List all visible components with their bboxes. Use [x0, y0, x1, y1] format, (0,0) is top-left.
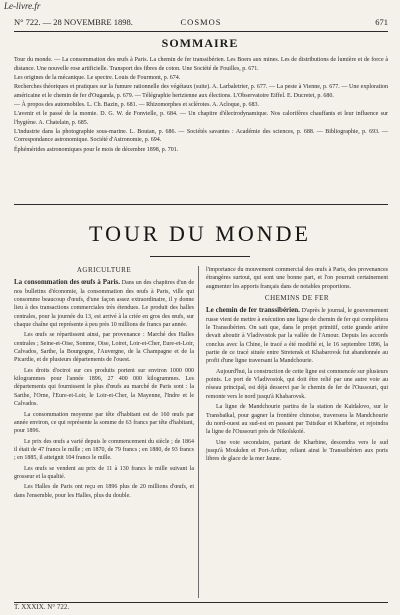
- summary-line: Tour du monde. — La consommation des œufs à Paris. La chemin de fer transsibérien. Les Boers aux mines. Les de distributions de lumière et de force à distance. Une nouvelle rose artificielle. Transport des fibres de coton. Une Société de Fouilles, p. 671.: [14, 57, 388, 72]
- section-title: TOUR DU MONDE: [89, 221, 311, 246]
- article-text: D'après le journal, le gouvernement russe vient de mettre à exécution une ligne de chemin de fer qui complétera le Transsibérien. On sait que, dans le projet primitif, cette grande artère devait aboutir à Vladivostok par la vallée de l'Amour. Depuis les accords conclus avec la Chine, le tracé a été modifié et, le 16 septembre 1896, la partie de ce tracé située entre Stretensk et Khabarovsk fut abandonnée au profit d'une ligne traversant la Mandchourie.: [206, 308, 388, 365]
- article-paragraph: [206, 306, 388, 365]
- article-paragraph: Aujourd'hui, la construction de cette ligne est commencée sur plusieurs points. Le port de Vladivostok, qui doit être relié par une autre voie au réseau principal, est déjà desservi par le chemin de fer de l'Oussouri, qui remonte vers le nord jusqu'à Khabarovsk.: [206, 368, 388, 400]
- summary-line: Recherches théoriques et pratiques sur la fumure rationnelle des végétaux (suite). A. Larbaletrier, p. 677. — La peste à Vienne, p. 677. — Une exploration américaine et le chemin de fer d'Ouganda, p. 679. — Télégraphie hertzienne aux élections. L'Observatoire Eiffel. E. Ducretet, p. 680.: [14, 83, 388, 99]
- summary-line: Les origines de la mécanique. Le spectre. Louis de Fourmont, p. 674.: [14, 74, 181, 81]
- footer-rule: [14, 602, 388, 603]
- volume-footer: T. XXXIX. N° 722.: [14, 603, 70, 611]
- summary-line: L'avenir et le passé de la momie. D. G. W. de Fonvielle, p. 684. — Un chapitre d'électrodynamique. Nos calorifères chauffants et leur influence sur l'hygiène. A. Chatelain, p. 685.: [14, 110, 388, 126]
- article-paragraph: Les œufs se répartissent ainsi, par provenance : Marché des Halles centrales ; Seine-et-Oise, Somme, Oise, Loiret, Loir-et-Cher, Eure-et-Loir, Calvados, Sarthe, la Bourgogne, l'Auvergne, de la Champagne et de la Picardie, et de plusieurs départements de l'ouest.: [14, 332, 194, 364]
- section-heading: CHEMINS DE FER: [264, 294, 330, 303]
- article-paragraph: Les œufs se vendent au prix de 11 à 130 francs le mille suivant la grosseur et la qualité.: [14, 465, 194, 480]
- section-heading: AGRICULTURE: [76, 266, 132, 274]
- page-number: 671: [375, 17, 388, 27]
- article-paragraph: Le prix des œufs a varié depuis le commencement du siècle ; de 1864 il était de 47 francs le mille ; en 1870, de 79 francs ; en 1880, de 93 francs ; en 1885, il atteignit 104 francs le mille.: [14, 438, 194, 462]
- article-title: La consommation des œufs à Paris.: [14, 278, 121, 287]
- left-column: [14, 266, 194, 502]
- summary-rule: [14, 204, 388, 205]
- article-paragraph: l'importance du mouvement commercial des œufs à Paris, des provenances étrangères surtout, qui sont une bonne part, et l'on pourrait certainement augmenter les apports français dans de notables proportions.: [206, 267, 388, 290]
- article-title: Le chemin de fer transsibérien.: [206, 306, 300, 315]
- running-header: [14, 17, 388, 29]
- summary-line: — À propos des automobiles. L. Ch. Bazin, p. 681. — Rhizomorphes et sclérotes. A. Acloque, p. 683.: [14, 101, 259, 108]
- article-paragraph: [14, 278, 194, 329]
- title-rule: [150, 256, 250, 257]
- summary-line: L'industrie dans la photographie sous-marine. L. Boutan, p. 686. — Sociétés savantes : Académie des sciences, p. 688. — Bibliographie, p. 693. — Correspondance astronomique. Société d'Astronomie, p. 694.: [14, 128, 388, 144]
- summary-line: Éphémérides astronomiques pour le mois de décembre 1898, p. 701.: [14, 146, 179, 153]
- article-paragraph: La ligne de Mandchourie partira de la station de Kaïdalovo, sur le Transbaïkal, pour gagner la frontière chinoise, traversera la Mandchourie du nord-ouest au sud-est en passant par Tsitsikar et Kharbine, et rejoindra la ligne de l'Oussouri près de Nikolskoïé.: [206, 404, 388, 436]
- article-paragraph: La consommation moyenne par tête d'habitant est de 160 œufs par année environ, ce qui représente la somme de 63 francs par tête d'habitant, pour 1896.: [14, 411, 194, 435]
- source-watermark: Le-livre.fr: [4, 1, 41, 11]
- summary-block: [14, 56, 388, 155]
- article-text: Dans un des chapitres d'un de nos bulletins d'économie, la consommation des œufs à Paris, ville qui consomme beaucoup d'œufs, d'une façon assez extraordinaire, il y donne lieu à des transactions commerciales très étendues. Le produit des halles centrales, pour la journée du 13, est arrivé à la criée en gros des œufs, sur chaque chaîne qui représente à peu près 10 millions de francs par année.: [14, 280, 194, 329]
- sommaire-title: SOMMAIRE: [161, 36, 239, 50]
- article-paragraph: Les droits d'octroi sur ces produits portent sur environ 1000 000 kilogrammes pour l'année 1896, 27 400 000 kilogrammes. Les départements qui fournissent le plus d'œufs au marché de Paris sont : la Sarthe, l'Orne, l'Eure-et-Loir, le Loir-et-Cher, la Mayenne, l'Indre et le Calvados.: [14, 367, 194, 408]
- journal-name: COSMOS: [180, 17, 222, 27]
- article-paragraph: Les Halles de Paris ont reçu en 1896 plus de 20 millions d'œufs, et dans l'ensemble, pour les Halles, plus du double.: [14, 484, 194, 499]
- column-divider: [198, 266, 199, 598]
- issue-number: N° 722. — 28 NOVEMBRE 1898.: [14, 17, 133, 27]
- header-rule: [14, 31, 388, 32]
- article-paragraph: Une voie secondaire, partant de Kharbine, descendra vers le sud jusqu'à Moukden et Port-Arthur, reliant ainsi le Transsibérien aux ports libres de glace de la mer Jaune.: [206, 439, 388, 463]
- right-column: [206, 266, 388, 466]
